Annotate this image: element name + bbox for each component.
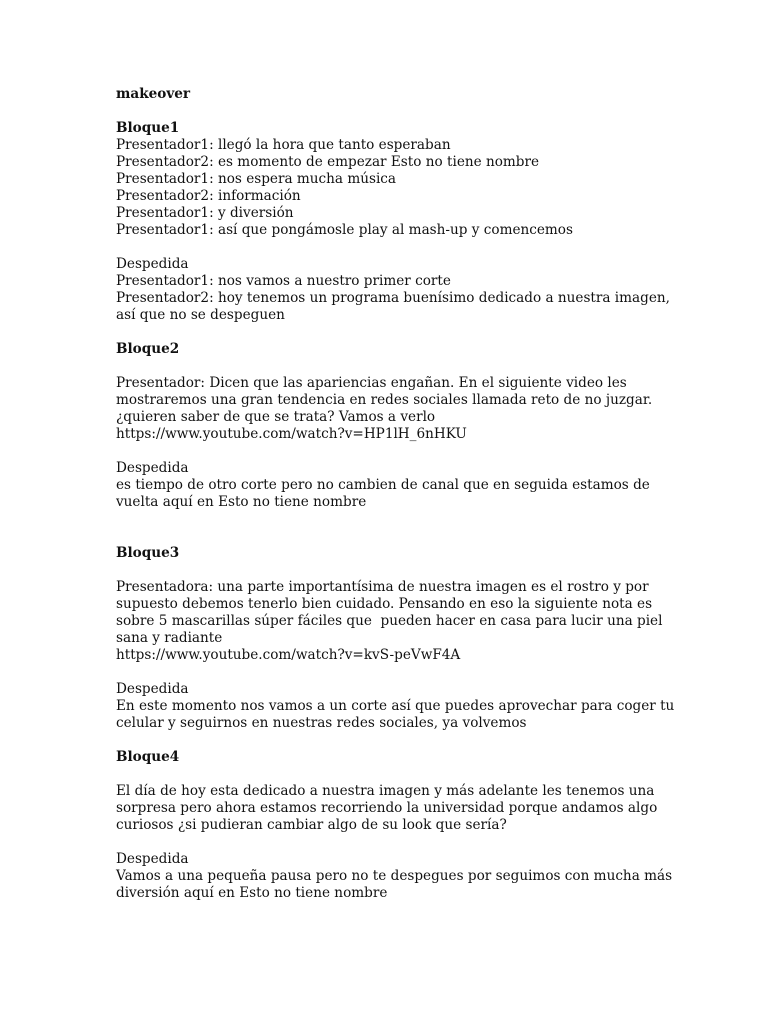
bloque3-line: supuesto debemos tenerlo bien cuidado. Pensando en eso la siguiente nota es bbox=[116, 596, 653, 612]
spacer bbox=[116, 834, 676, 851]
document-page bbox=[116, 86, 676, 902]
bloque1-despedida-line: así que no se despeguen bbox=[116, 307, 285, 323]
bloque1-despedida-line: Presentador1: nos vamos a nuestro primer corte bbox=[116, 273, 451, 289]
bloque2-video-url: https://www.youtube.com/watch?v=HP1lH_6nHKU bbox=[116, 426, 467, 442]
spacer bbox=[116, 103, 676, 120]
bloque3-despedida-line: celular y seguirnos en nuestras redes sociales, ya volvemos bbox=[116, 715, 527, 731]
spacer bbox=[116, 324, 676, 341]
spacer bbox=[116, 766, 676, 783]
bloque1-line: Presentador2: es momento de empezar Esto no tiene nombre bbox=[116, 154, 540, 170]
bloque3-line: Presentadora: una parte importantísima de nuestra imagen es el rostro y por bbox=[116, 579, 649, 595]
bloque3-despedida-label: Despedida bbox=[116, 681, 189, 697]
bloque4-line: curiosos ¿si pudieran cambiar algo de su look que sería? bbox=[116, 817, 507, 833]
bloque2-heading: Bloque2 bbox=[116, 341, 180, 357]
bloque1-line: Presentador1: nos espera mucha música bbox=[116, 171, 397, 187]
bloque2-line: ¿quieren saber de que se trata? Vamos a verlo bbox=[116, 409, 436, 425]
bloque1-line: Presentador2: información bbox=[116, 188, 301, 204]
bloque3-heading: Bloque3 bbox=[116, 545, 180, 561]
bloque4-despedida-line: diversión aquí en Esto no tiene nombre bbox=[116, 885, 388, 901]
bloque1-despedida-label: Despedida bbox=[116, 256, 189, 272]
document-title: makeover bbox=[116, 86, 191, 102]
bloque4-despedida-label: Despedida bbox=[116, 851, 189, 867]
bloque1-heading: Bloque1 bbox=[116, 120, 180, 136]
bloque2-despedida-line: es tiempo de otro corte pero no cambien de canal que en seguida estamos de bbox=[116, 477, 650, 493]
spacer bbox=[116, 443, 676, 460]
spacer bbox=[116, 239, 676, 256]
bloque2-despedida-line: vuelta aquí en Esto no tiene nombre bbox=[116, 494, 367, 510]
spacer bbox=[116, 732, 676, 749]
bloque2-line: Presentador: Dicen que las apariencias engañan. En el siguiente video les bbox=[116, 375, 627, 391]
bloque1-line: Presentador1: llegó la hora que tanto esperaban bbox=[116, 137, 451, 153]
bloque4-line: El día de hoy esta dedicado a nuestra imagen y más adelante les tenemos una bbox=[116, 783, 655, 799]
bloque1-line: Presentador1: así que pongámosle play al mash-up y comencemos bbox=[116, 222, 573, 238]
bloque2-line: mostraremos una gran tendencia en redes sociales llamada reto de no juzgar. bbox=[116, 392, 653, 408]
spacer bbox=[116, 664, 676, 681]
bloque1-despedida-line: Presentador2: hoy tenemos un programa buenísimo dedicado a nuestra imagen, bbox=[116, 290, 670, 306]
bloque3-despedida-line: En este momento nos vamos a un corte así que puedes aprovechar para coger tu bbox=[116, 698, 675, 714]
spacer bbox=[116, 511, 676, 545]
bloque2-despedida-label: Despedida bbox=[116, 460, 189, 476]
spacer bbox=[116, 358, 676, 375]
bloque3-line: sana y radiante bbox=[116, 630, 223, 646]
bloque4-despedida-line: Vamos a una pequeña pausa pero no te despegues por seguimos con mucha más bbox=[116, 868, 673, 884]
bloque3-video-url: https://www.youtube.com/watch?v=kvS-peVwF4A bbox=[116, 647, 461, 663]
bloque4-line: sorpresa pero ahora estamos recorriendo la universidad porque andamos algo bbox=[116, 800, 658, 816]
spacer bbox=[116, 562, 676, 579]
bloque4-heading: Bloque4 bbox=[116, 749, 180, 765]
bloque3-line: sobre 5 mascarillas súper fáciles que pueden hacer en casa para lucir una piel bbox=[116, 613, 663, 629]
bloque1-line: Presentador1: y diversión bbox=[116, 205, 294, 221]
